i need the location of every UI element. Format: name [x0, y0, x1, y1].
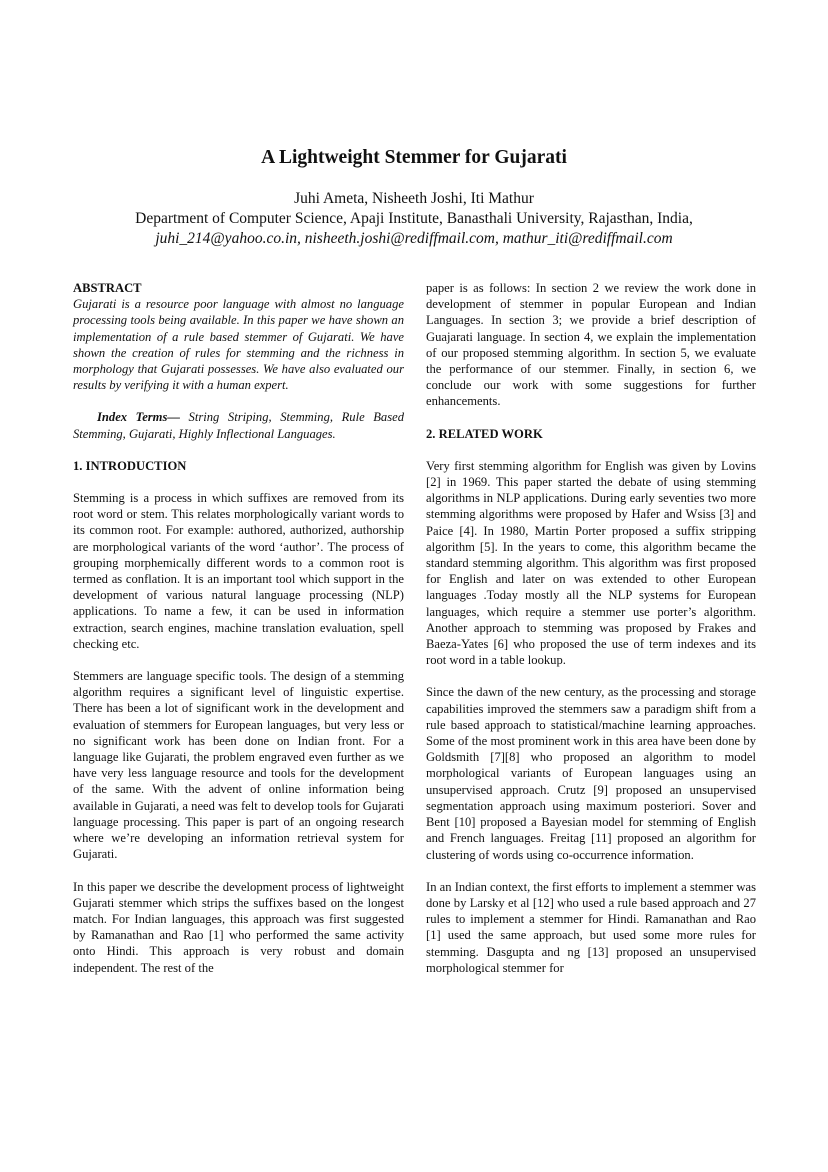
index-terms [73, 409, 404, 441]
author-emails: juhi_214@yahoo.co.in, nisheeth.joshi@rediffmail.com, mathur_iti@rediffmail.com [155, 230, 673, 247]
left-column [73, 280, 404, 976]
related-paragraph-3: In an Indian context, the first efforts to implement a stemmer was done by Larsky et al [12] who used a rule based approach and 27 rules to implement a stemmer for Hindi. Ramanathan and Rao [1] used the same approach, but used some more rules for stemming. Dasgupta and ng [13] proposed an unsupervised morphological stemmer for [426, 879, 756, 975]
paper-title: A Lightweight Stemmer for Gujarati [261, 147, 567, 168]
related-paragraph-2: Since the dawn of the new century, as the processing and storage capabilities improved the stemmers saw a paradigm shift from a rule based approach to statistical/machine learning approaches. Some of the most prominent work in this area have been done by Goldsmith [7][8] who proposed an algorithm to model morphological variants of European languages using an unsupervised approach. Crutz [9] proposed an unsupervised segmentation approach using maximum posteriori. Sover and Bent [10] proposed a Bayesian model for stemming of English and French languages. Freitag [11] proposed an algorithm for clustering of words using co-occurrence information. [426, 685, 756, 862]
affiliation: Department of Computer Science, Apaji Institute, Banasthali University, Rajasthan, India, [135, 210, 693, 227]
intro-heading: 1. INTRODUCTION [73, 458, 187, 473]
intro-paragraph-3-continued: paper is as follows: In section 2 we review the work done in development of stemmer in popular European and Indian Languages. In section 3; we provide a brief description of Guajarati language. In section 4, we explain the implementation of our proposed stemming algorithm. In section 5, we evaluate the performance of our stemmer. Finally, in section 6, we conclude our work with some suggestions for further enhancements. [426, 281, 756, 409]
related-work-heading: 2. RELATED WORK [426, 426, 543, 441]
abstract-text: Gujarati is a resource poor language with almost no language processing tools being available. In this paper we have shown an implementation of a rule based stemmer of Gujarati. We have shown the creation of rules for stemming and the richness in morphology that Gujarati possesses. We have also evaluated our results by verifying it with a human expert. [73, 297, 404, 393]
intro-paragraph-3: In this paper we describe the development process of lightweight Gujarati stemmer which strips the suffixes based on the longest match. For Indian languages, this approach was first suggested by Ramanathan and Rao [1] who performed the same activity onto Hindi. This approach is very robust and domain independent. The rest of the [73, 879, 404, 975]
index-terms-text: String Striping, Stemming, Rule Based Stemming, Gujarati, Highly Inflectional Languages. [73, 410, 405, 441]
related-paragraph-1: Very first stemming algorithm for English was given by Lovins [2] in 1969. This paper started the debate of using stemming algorithms in NLP applications. During early seventies two more stemming algorithms were proposed by Hafer and Wsiss [3] and Paice [4]. In 1980, Martin Porter proposed a suffix stripping algorithm [5]. In the years to come, this algorithm became the standard stemming algorithm. This algorithm was first proposed for English and later on was extended to other European languages .Today mostly all the NLP systems for European languages, which require a stemmer use porter’s algorithm. Another approach to stemming was proposed by Frakes and Baeza-Yates [6] who proposed the use of term indexes and its root word in a table lookup. [426, 458, 756, 668]
authors: Juhi Ameta, Nisheeth Joshi, Iti Mathur [294, 190, 534, 207]
intro-paragraph-2: Stemmers are language specific tools. The design of a stemming algorithm requires a significant level of linguistic expertise. There has been a lot of significant work in the development and evaluation of stemmers for European languages, but very less or no significant work has been done on Indian front. For a language like Gujarati, the problem engraved even further as we have very less language resource and tools for the development of the same. With the advent of online information being available in Gujarati, a need was felt to develop tools for Gujarati language processing. This paper is part of an ongoing research where we’re developing an information retrieval system for Gujarati. [73, 669, 404, 862]
abstract-heading: ABSTRACT [73, 281, 142, 295]
index-terms-label: Index Terms— [97, 410, 180, 425]
right-column [426, 280, 756, 976]
intro-paragraph-1: Stemming is a process in which suffixes are removed from its root word or stem. This relates morphologically variant words to its common root. For example: authored, authorized, authorship are morphological variants of the word ‘author’. The process of grouping morphemically different words to a common root is termed as conflation. It is an important tool which support in the development of various natural language processing (NLP) applications. To name a few, it can be used in information extraction, search engines, machine translation evaluation, spell checking etc. [73, 491, 404, 651]
